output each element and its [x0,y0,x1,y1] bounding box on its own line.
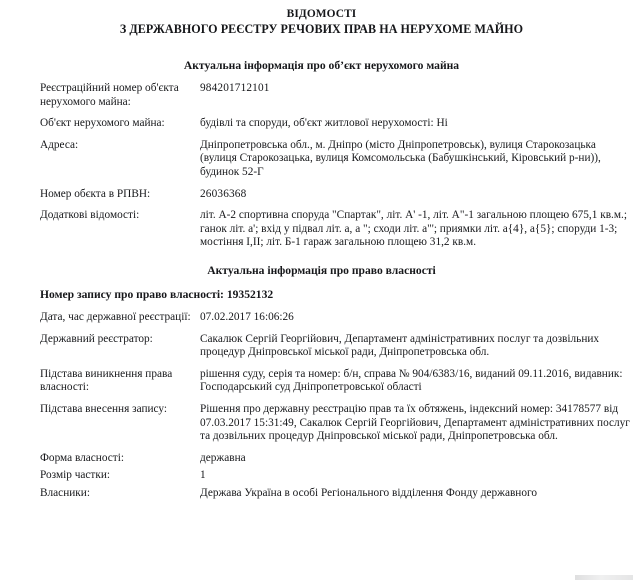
field-value: Сакалюк Сергій Георгійович, Департамент адміністративних послуг та дозвільних процедур Дніпровської міської ради, Дніпропетровська обл. [200,332,600,359]
document-title [0,0,643,36]
field-value: літ. А-2 спортивна споруда "Спартак", літ. А' -1, літ. А"-1 загальною площею 675,1 кв.м.; ганок літ. а'; вхід у підвал літ. а, а "; сходи літ. а"'; приямки літ. а{4}, а{5}; споруди 1-3; мостіння І,ІІ; літ. Б-1 гараж загальною площею 31,2 кв.м. [200,209,627,249]
field-row-share-size [0,469,643,483]
field-value: Держава Україна в особі Регіонального відділення Фонду державного [200,486,537,499]
field-row-address [0,139,643,180]
field-value: Дніпропетровська обл., м. Дніпро (місто Дніпропетровськ), вулиця Старокозацька (вулиця Старокозацька, вулиця Комсомольська (Бабушкінський, Кіровський р-ни)), будинок 52-Г [200,138,601,178]
document-title-line-2: З ДЕРЖАВНОГО РЕЄСТРУ РЕЧОВИХ ПРАВ НА НЕРУХОМЕ МАЙНО [119,22,524,36]
field-row-additional-info [0,209,643,250]
field-label: Об'єкт нерухомого майна: [40,117,165,130]
field-row-ownership-form [0,452,643,466]
field-value: будівлі та споруди, об'єкт житлової нерухомості: Ні [200,117,448,130]
document-title-line-1: ВІДОМОСТІ [286,8,357,20]
field-row-rpvn-number [0,188,643,202]
field-label: Номер обєкта в РПВН: [40,187,151,200]
field-row-state-registrar [0,333,643,360]
page-edge-artifact [575,575,633,580]
ownership-section-heading: Актуальна інформація про право власності [207,263,436,277]
field-label: Державний реєстратор: [40,332,153,345]
field-row-property-object [0,117,643,131]
field-label: Розмір частки: [40,469,111,482]
field-row-owners [0,487,643,501]
field-value: 1 [200,469,206,482]
field-label: Підстава виникнення права власності: [40,367,173,394]
field-label: Додаткові відомості: [40,209,140,222]
field-label: Підстава внесення запису: [40,402,168,415]
field-label: Адреса: [40,138,79,151]
field-label: Реєстраційний номер об'єкта нерухомого майна: [40,82,179,108]
field-row-registration-number [0,82,643,109]
field-row-registration-datetime [0,311,643,325]
ownership-record-number: Номер запису про право власності: 19352132 [40,287,274,301]
field-label: Власники: [40,486,90,499]
field-row-entry-basis [0,403,643,444]
field-value: 07.02.2017 16:06:26 [200,310,294,323]
field-value: державна [200,451,246,464]
property-section-fields [0,73,643,250]
field-row-ownership-basis [0,368,643,395]
field-value: 26036368 [200,187,247,200]
field-value: Рішення про державну реєстрацію прав та їх обтяжень, індексний номер: 34178577 від 07.03.2017 15:31:49, Сакалюк Сергій Георгійович, Департамент адміністративних послуг та дозвільних процедур Дніпровської міської ради, Дніпропетровська обл. [200,402,630,443]
field-value: рішення суду, серія та номер: б/н, справа № 904/6383/16, виданий 09.11.2016, видавник: Господарський суд Дніпропетровської області [200,367,623,394]
property-section-heading: Актуальна інформація про об’єкт нерухомого майна [183,59,460,72]
field-value: 984201712101 [200,82,270,94]
field-label: Форма власності: [40,451,125,464]
ownership-section-fields [0,302,643,501]
field-label: Дата, час державної реєстрації: [40,310,191,323]
